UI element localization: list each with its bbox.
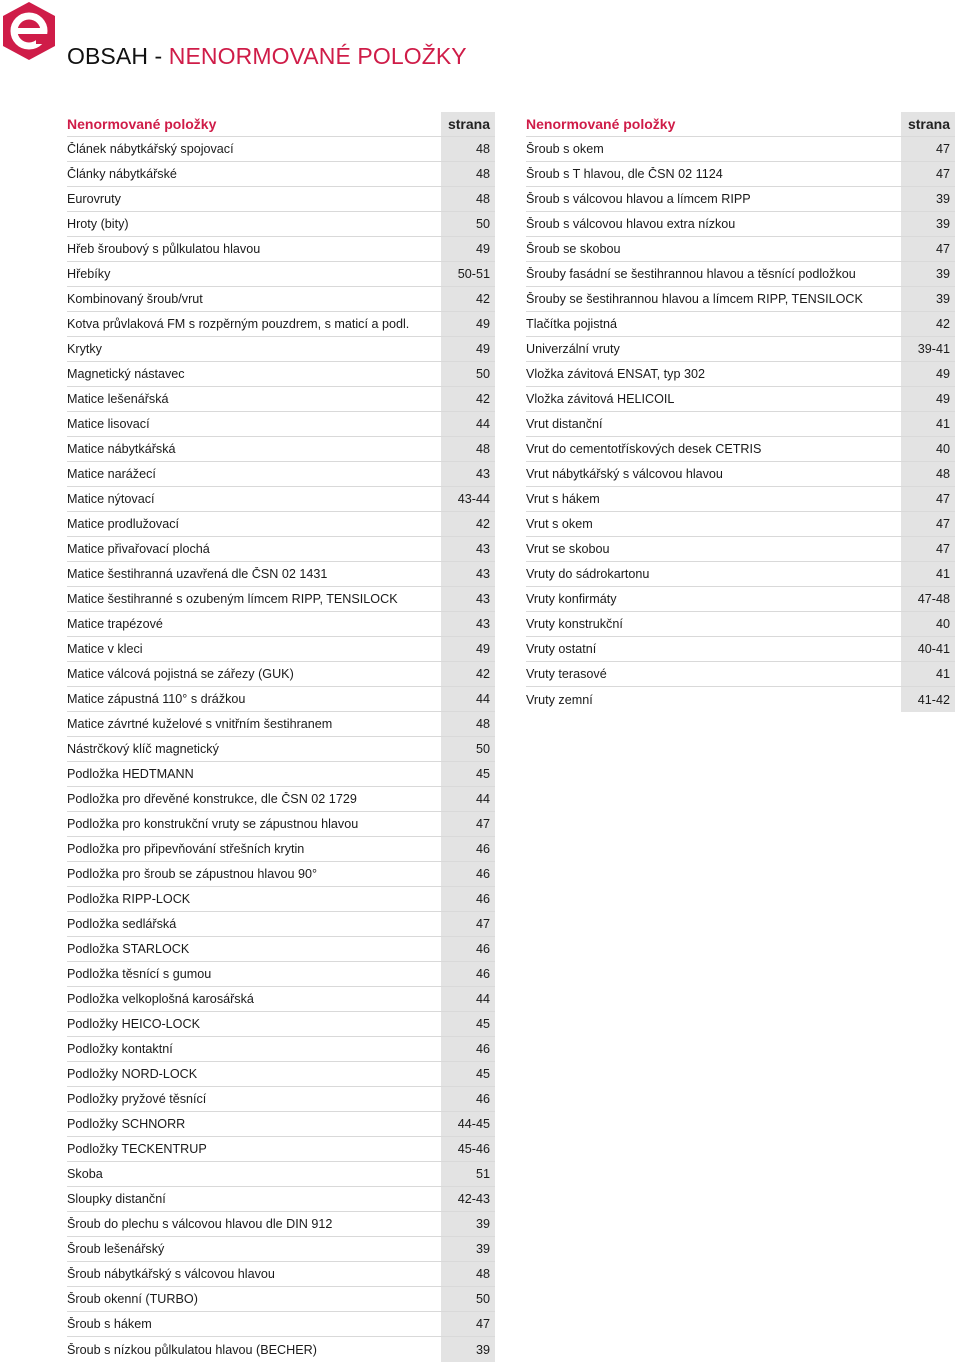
- item-name: Matice lisovací: [67, 417, 150, 431]
- item-page-number: 46: [441, 962, 495, 986]
- item-name: Podložka pro konstrukční vruty se zápustnou hlavou: [67, 817, 359, 831]
- item-page-number: 42: [441, 512, 495, 536]
- item-page-number: 44: [441, 687, 495, 711]
- table-row: [67, 187, 495, 212]
- item-name: Vruty do sádrokartonu: [526, 567, 650, 581]
- table-row: [67, 937, 495, 962]
- item-page-number: 48: [441, 162, 495, 186]
- item-name: Matice lešenářská: [67, 392, 169, 406]
- item-name: Matice válcová pojistná se zářezy (GUK): [67, 667, 294, 681]
- item-name: Podložky NORD-LOCK: [67, 1067, 198, 1081]
- item-name: Šroub s okem: [526, 142, 604, 156]
- column-header-name: Nenormované položky: [526, 116, 676, 132]
- title-prefix: OBSAH -: [67, 43, 169, 69]
- item-name: Matice prodlužovací: [67, 517, 179, 531]
- table-row: [526, 337, 955, 362]
- item-page-number: 50: [441, 212, 495, 236]
- item-page-number: 49: [901, 362, 955, 386]
- table-row: [67, 412, 495, 437]
- item-name: Podložky pryžové těsnící: [67, 1092, 207, 1106]
- item-name: Kombinovaný šroub/vrut: [67, 292, 203, 306]
- item-name: Podložky HEICO-LOCK: [67, 1017, 200, 1031]
- table-row: [67, 162, 495, 187]
- item-name: Vruty zemní: [526, 692, 593, 707]
- item-name: Šroub s T hlavou, dle ČSN 02 1124: [526, 167, 723, 181]
- item-page-number: 41-42: [901, 687, 955, 712]
- item-page-number: 40: [901, 437, 955, 461]
- table-row: [67, 487, 495, 512]
- item-page-number: 48: [441, 1262, 495, 1286]
- table-row: [67, 1287, 495, 1312]
- item-name: Podložka pro dřevěné konstrukce, dle ČSN 02 1729: [67, 792, 357, 806]
- item-page-number: 45: [441, 1062, 495, 1086]
- item-name: Vruty terasové: [526, 667, 607, 681]
- table-row: [526, 412, 955, 437]
- item-page-number: 47: [901, 487, 955, 511]
- item-name: Článek nábytkářský spojovací: [67, 142, 234, 156]
- item-name: Šroub s hákem: [67, 1317, 152, 1331]
- table-row: [67, 612, 495, 637]
- item-page-number: 45: [441, 762, 495, 786]
- item-name: Vruty konfirmáty: [526, 592, 617, 606]
- item-name: Matice přivařovací plochá: [67, 542, 210, 556]
- item-name: Šroub do plechu s válcovou hlavou dle DIN 912: [67, 1217, 333, 1231]
- item-name: Vrut do cementotřískových desek CETRIS: [526, 442, 762, 456]
- table-row: [526, 487, 955, 512]
- table-row: [67, 1212, 495, 1237]
- column-header-page: strana: [901, 112, 955, 136]
- item-name: Matice šestihranná uzavřená dle ČSN 02 1431: [67, 567, 328, 581]
- table-row: [67, 1337, 495, 1362]
- item-name: Univerzální vruty: [526, 342, 620, 356]
- table-row: [526, 362, 955, 387]
- item-page-number: 47: [901, 512, 955, 536]
- table-row: [67, 512, 495, 537]
- item-name: Matice šestihranné s ozubeným límcem RIPP, TENSILOCK: [67, 592, 398, 606]
- table-row: [526, 287, 955, 312]
- table-row: [526, 612, 955, 637]
- item-page-number: 46: [441, 862, 495, 886]
- item-page-number: 43: [441, 462, 495, 486]
- table-row: [526, 137, 955, 162]
- table-row: [526, 587, 955, 612]
- table-row: [526, 237, 955, 262]
- item-name: Matice trapézové: [67, 617, 163, 631]
- item-page-number: 39: [441, 1337, 495, 1362]
- table-row: [67, 312, 495, 337]
- item-name: Eurovruty: [67, 192, 121, 206]
- item-name: Vrut s okem: [526, 517, 593, 531]
- item-page-number: 50: [441, 362, 495, 386]
- item-name: Vruty ostatní: [526, 642, 597, 656]
- table-row: [67, 862, 495, 887]
- item-name: Matice závrtné kuželové s vnitřním šestihranem: [67, 717, 333, 731]
- item-page-number: 44: [441, 987, 495, 1011]
- item-name: Vložka závitová ENSAT, typ 302: [526, 367, 705, 381]
- table-row: [67, 812, 495, 837]
- table-row: [67, 462, 495, 487]
- item-page-number: 48: [441, 187, 495, 211]
- item-page-number: 41: [901, 562, 955, 586]
- table-row: [526, 262, 955, 287]
- table-row: [67, 262, 495, 287]
- item-page-number: 41: [901, 662, 955, 686]
- table-row: [67, 687, 495, 712]
- item-name: Šrouby se šestihrannou hlavou a límcem RIPP, TENSILOCK: [526, 292, 863, 306]
- table-row: [67, 587, 495, 612]
- item-name: Vrut s hákem: [526, 492, 600, 506]
- item-name: Hroty (bity): [67, 217, 129, 231]
- table-header: [526, 112, 955, 137]
- table-row: [67, 237, 495, 262]
- table-row: [67, 837, 495, 862]
- item-page-number: 44: [441, 412, 495, 436]
- item-page-number: 47: [441, 1312, 495, 1336]
- left-index-table: [67, 112, 495, 1362]
- item-page-number: 45-46: [441, 1137, 495, 1161]
- table-row: [67, 387, 495, 412]
- table-row: [526, 537, 955, 562]
- item-name: Krytky: [67, 342, 102, 356]
- table-row: [67, 787, 495, 812]
- item-name: Tlačítka pojistná: [526, 317, 617, 331]
- item-name: Matice zápustná 110° s drážkou: [67, 692, 246, 706]
- item-name: Podložka STARLOCK: [67, 942, 190, 956]
- item-page-number: 46: [441, 837, 495, 861]
- table-row: [67, 712, 495, 737]
- item-name: Šroub s válcovou hlavou a límcem RIPP: [526, 192, 751, 206]
- item-page-number: 40: [901, 612, 955, 636]
- table-row: [526, 462, 955, 487]
- table-row: [67, 287, 495, 312]
- table-row: [67, 562, 495, 587]
- item-name: Podložka velkoplošná karosářská: [67, 992, 254, 1006]
- table-row: [67, 1012, 495, 1037]
- item-page-number: 41: [901, 412, 955, 436]
- item-page-number: 42-43: [441, 1187, 495, 1211]
- table-row: [67, 362, 495, 387]
- item-page-number: 48: [441, 712, 495, 736]
- item-page-number: 50: [441, 737, 495, 761]
- item-page-number: 47: [901, 162, 955, 186]
- item-page-number: 47: [441, 912, 495, 936]
- item-page-number: 39: [901, 287, 955, 311]
- item-page-number: 46: [441, 1087, 495, 1111]
- item-name: Matice nábytkářská: [67, 442, 176, 456]
- table-row: [67, 737, 495, 762]
- item-page-number: 46: [441, 937, 495, 961]
- item-name: Šroub lešenářský: [67, 1242, 165, 1256]
- table-row: [67, 912, 495, 937]
- item-page-number: 44-45: [441, 1112, 495, 1136]
- table-row: [67, 987, 495, 1012]
- item-page-number: 39: [901, 212, 955, 236]
- item-name: Vrut se skobou: [526, 542, 610, 556]
- page-title: [67, 40, 467, 72]
- item-page-number: 43: [441, 562, 495, 586]
- item-page-number: 42: [901, 312, 955, 336]
- item-page-number: 45: [441, 1012, 495, 1036]
- item-page-number: 43: [441, 587, 495, 611]
- item-page-number: 47-48: [901, 587, 955, 611]
- item-page-number: 43: [441, 537, 495, 561]
- item-name: Sloupky distanční: [67, 1192, 166, 1206]
- table-row: [526, 562, 955, 587]
- table-row: [526, 187, 955, 212]
- item-name: Články nábytkářské: [67, 167, 177, 181]
- item-page-number: 42: [441, 387, 495, 411]
- item-page-number: 39: [441, 1212, 495, 1236]
- item-page-number: 49: [441, 337, 495, 361]
- item-name: Šroub se skobou: [526, 242, 621, 256]
- table-row: [67, 1037, 495, 1062]
- item-page-number: 48: [901, 462, 955, 486]
- item-name: Magnetický nástavec: [67, 367, 185, 381]
- table-header: [67, 112, 495, 137]
- table-row: [67, 212, 495, 237]
- table-row: [526, 637, 955, 662]
- column-header-page: strana: [441, 112, 495, 136]
- item-page-number: 48: [441, 137, 495, 161]
- item-name: Šroub s nízkou půlkulatou hlavou (BECHER): [67, 1342, 317, 1357]
- table-row: [67, 1237, 495, 1262]
- table-row: [67, 1137, 495, 1162]
- column-header-name: Nenormované položky: [67, 116, 217, 132]
- e-logo-icon: [0, 0, 58, 62]
- table-row: [67, 337, 495, 362]
- item-page-number: 47: [441, 812, 495, 836]
- table-row: [526, 687, 955, 712]
- title-main: NENORMOVANÉ POLOŽKY: [168, 43, 467, 69]
- item-page-number: 47: [901, 237, 955, 261]
- item-name: Matice v kleci: [67, 642, 143, 656]
- right-index-table: [526, 112, 955, 712]
- item-name: Matice nýtovací: [67, 492, 155, 506]
- item-name: Podložka sedlářská: [67, 917, 177, 931]
- item-name: Podložky SCHNORR: [67, 1117, 186, 1131]
- table-row: [67, 662, 495, 687]
- item-name: Podložka pro šroub se zápustnou hlavou 90°: [67, 867, 318, 881]
- item-page-number: 46: [441, 1037, 495, 1061]
- item-page-number: 48: [441, 437, 495, 461]
- item-name: Podložka HEDTMANN: [67, 767, 194, 781]
- item-name: Hřebíky: [67, 267, 111, 281]
- table-row: [67, 1062, 495, 1087]
- item-name: Šroub nábytkářský s válcovou hlavou: [67, 1267, 275, 1281]
- table-row: [67, 962, 495, 987]
- item-page-number: 47: [901, 537, 955, 561]
- item-name: Šroub okenní (TURBO): [67, 1292, 198, 1306]
- table-row: [67, 1262, 495, 1287]
- item-name: Vrut nábytkářský s válcovou hlavou: [526, 467, 723, 481]
- table-row: [526, 437, 955, 462]
- item-name: Podložky kontaktní: [67, 1042, 173, 1056]
- table-row: [526, 512, 955, 537]
- item-name: Vložka závitová HELICOIL: [526, 392, 675, 406]
- item-page-number: 50-51: [441, 262, 495, 286]
- item-page-number: 49: [901, 387, 955, 411]
- table-row: [526, 387, 955, 412]
- item-page-number: 46: [441, 887, 495, 911]
- item-page-number: 39: [441, 1237, 495, 1261]
- item-page-number: 51: [441, 1162, 495, 1186]
- item-page-number: 47: [901, 137, 955, 161]
- item-name: Podložka těsnící s gumou: [67, 967, 212, 981]
- table-row: [67, 1087, 495, 1112]
- item-name: Podložka pro připevňování střešních krytin: [67, 842, 305, 856]
- item-name: Podložky TECKENTRUP: [67, 1142, 207, 1156]
- table-row: [67, 1162, 495, 1187]
- table-row: [67, 1187, 495, 1212]
- table-row: [67, 637, 495, 662]
- item-page-number: 42: [441, 662, 495, 686]
- table-row: [67, 1312, 495, 1337]
- item-page-number: 39: [901, 187, 955, 211]
- item-name: Vruty konstrukční: [526, 617, 623, 631]
- table-row: [67, 137, 495, 162]
- item-page-number: 50: [441, 1287, 495, 1311]
- item-page-number: 43: [441, 612, 495, 636]
- item-name: Skoba: [67, 1167, 103, 1181]
- item-page-number: 44: [441, 787, 495, 811]
- item-page-number: 39-41: [901, 337, 955, 361]
- item-name: Nástrčkový klíč magnetický: [67, 742, 219, 756]
- table-row: [67, 762, 495, 787]
- table-row: [67, 887, 495, 912]
- table-row: [67, 537, 495, 562]
- item-name: Matice narážecí: [67, 467, 156, 481]
- item-page-number: 49: [441, 637, 495, 661]
- table-row: [526, 162, 955, 187]
- item-page-number: 42: [441, 287, 495, 311]
- item-name: Hřeb šroubový s půlkulatou hlavou: [67, 242, 261, 256]
- item-name: Šrouby fasádní se šestihrannou hlavou a těsnící podložkou: [526, 267, 856, 281]
- item-page-number: 49: [441, 237, 495, 261]
- item-page-number: 49: [441, 312, 495, 336]
- table-row: [526, 312, 955, 337]
- item-name: Šroub s válcovou hlavou extra nízkou: [526, 217, 736, 231]
- table-row: [526, 212, 955, 237]
- item-page-number: 43-44: [441, 487, 495, 511]
- item-page-number: 39: [901, 262, 955, 286]
- table-row: [67, 1112, 495, 1137]
- item-name: Kotva průvlaková FM s rozpěrným pouzdrem, s maticí a podl.: [67, 317, 410, 331]
- table-row: [526, 662, 955, 687]
- item-page-number: 40-41: [901, 637, 955, 661]
- table-row: [67, 437, 495, 462]
- item-name: Podložka RIPP-LOCK: [67, 892, 191, 906]
- item-name: Vrut distanční: [526, 417, 603, 431]
